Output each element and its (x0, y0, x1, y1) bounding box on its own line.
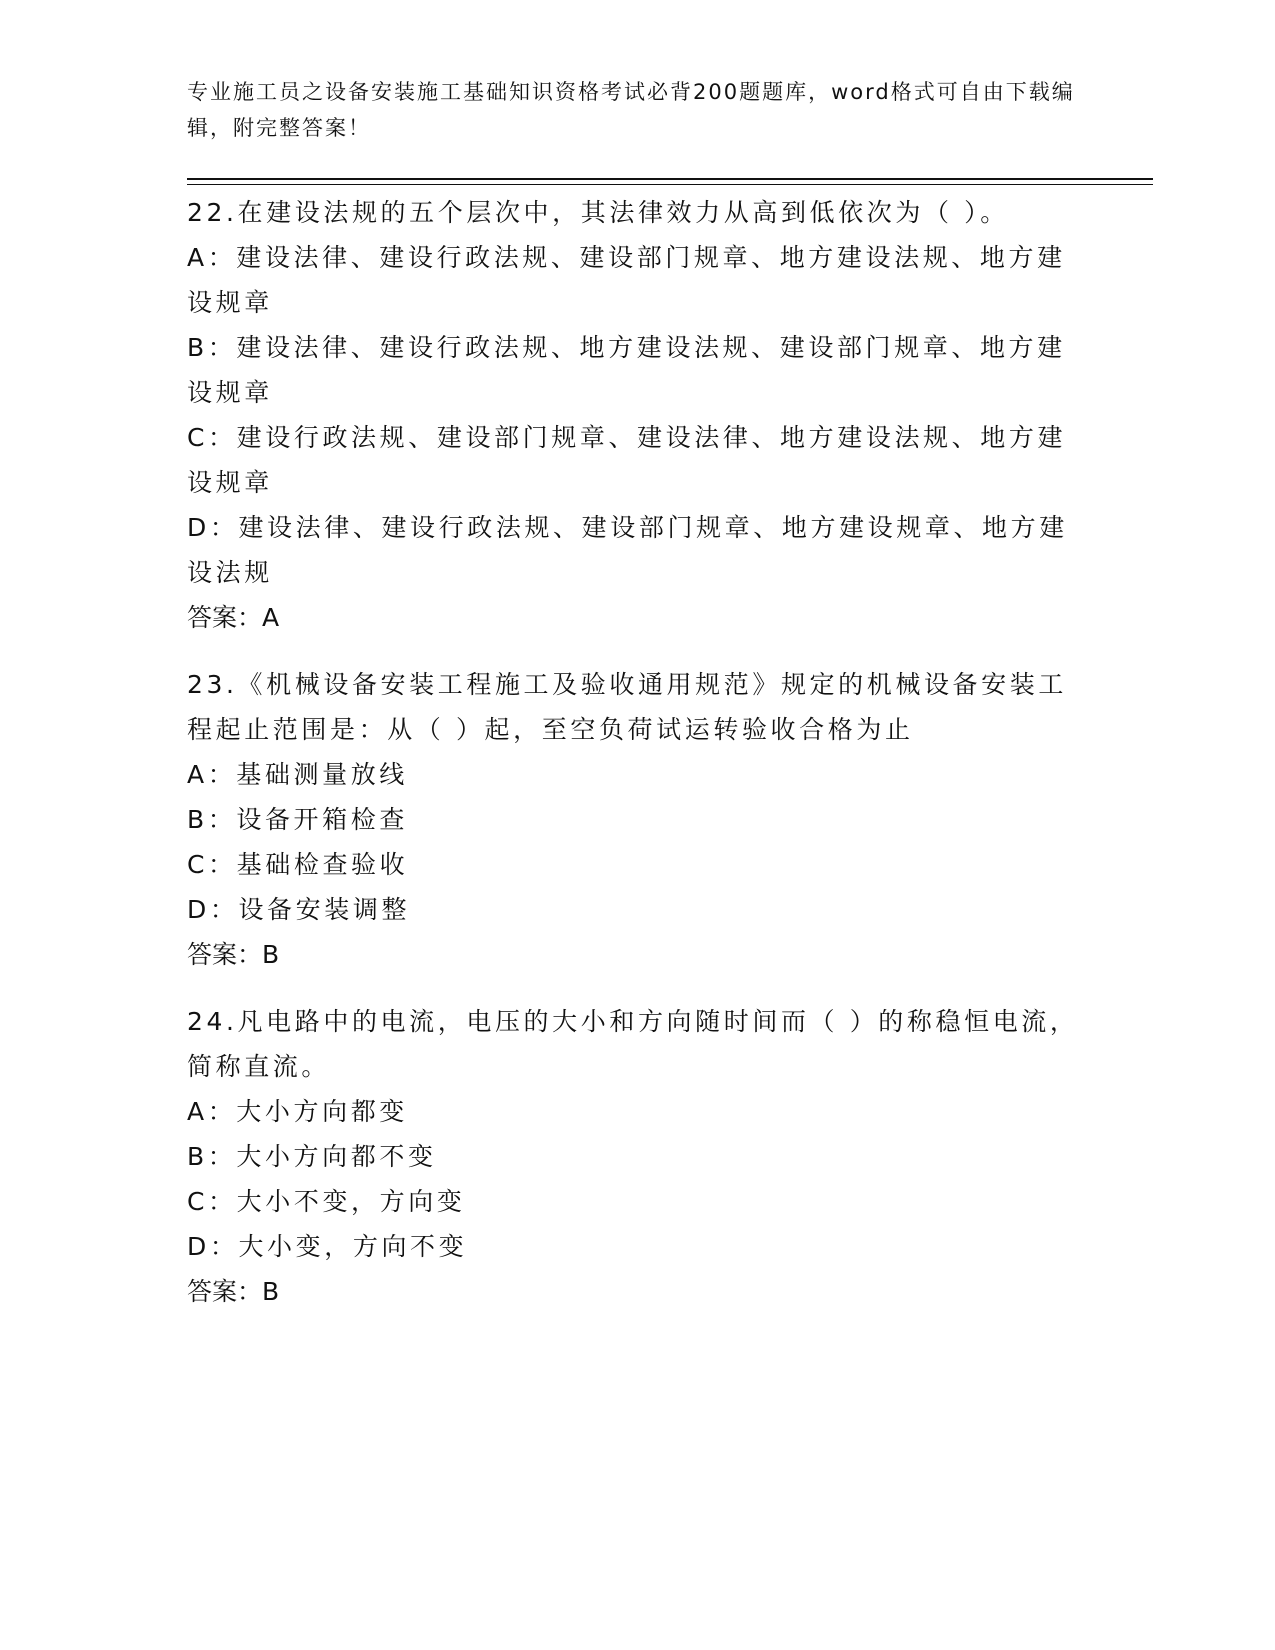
answer-label: 答案： (187, 1277, 263, 1306)
option-c: C：大小不变，方向变 (187, 1187, 466, 1216)
question-list (187, 190, 1087, 1336)
answer-label: 答案： (187, 603, 263, 632)
answer-value: A (262, 603, 281, 632)
option-a: A：大小方向都变 (187, 1097, 408, 1126)
question-stem: 23.《机械设备安装工程施工及验收通用规范》规定的机械设备安装工程起止范围是：从（ ）起，至空负荷试运转验收合格为止 (187, 670, 1067, 744)
answer-line (187, 932, 1087, 977)
answer-value: B (262, 940, 281, 969)
option-a: A：建设法律、建设行政法规、建设部门规章、地方建设法规、地方建设规章 (187, 243, 1066, 317)
option-b: B：设备开箱检查 (187, 805, 408, 834)
header-divider-thick (187, 178, 1153, 180)
option-d: D：建设法律、建设行政法规、建设部门规章、地方建设规章、地方建设法规 (187, 513, 1068, 587)
answer-label: 答案： (187, 940, 263, 969)
option-d: D：大小变，方向不变 (187, 1232, 468, 1261)
option-b: B：建设法律、建设行政法规、地方建设法规、建设部门规章、地方建设规章 (187, 333, 1066, 407)
question-23 (187, 662, 1087, 977)
option-b: B：大小方向都不变 (187, 1142, 437, 1171)
question-stem: 22.在建设法规的五个层次中，其法律效力从高到低依次为（ ）。 (187, 198, 1009, 227)
option-c: C：基础检查验收 (187, 850, 409, 879)
answer-value: B (262, 1277, 281, 1306)
answer-line (187, 1269, 1087, 1314)
header-divider-thin (187, 184, 1153, 185)
option-a: A：基础测量放线 (187, 760, 408, 789)
question-24 (187, 999, 1087, 1314)
option-d: D：设备安装调整 (187, 895, 411, 924)
question-22 (187, 190, 1087, 640)
document-header: 专业施工员之设备安装施工基础知识资格考试必背200题题库，word格式可自由下载编辑，附完整答案！ (187, 80, 1075, 140)
option-c: C：建设行政法规、建设部门规章、建设法律、地方建设法规、地方建设规章 (187, 423, 1067, 497)
answer-line (187, 595, 1087, 640)
question-stem: 24.凡电路中的电流，电压的大小和方向随时间而（ ）的称稳恒电流，简称直流。 (187, 1007, 1079, 1081)
